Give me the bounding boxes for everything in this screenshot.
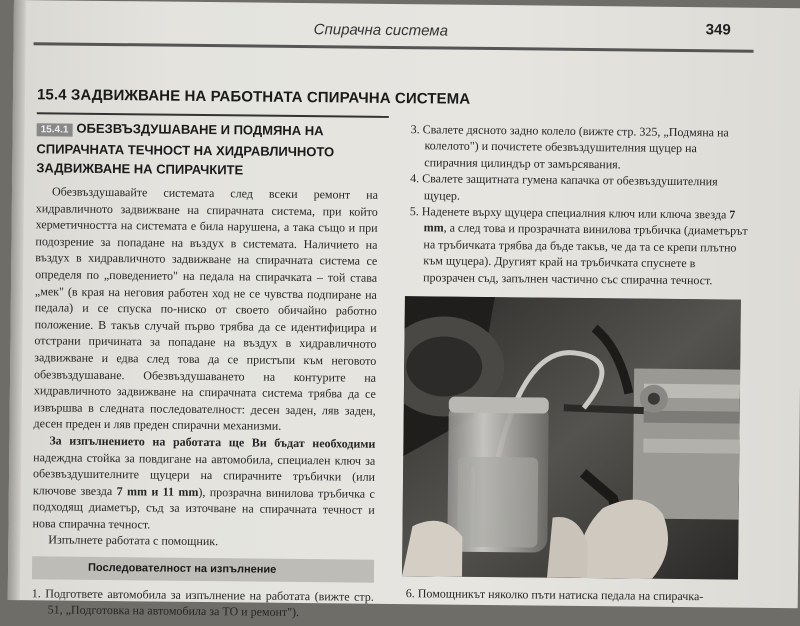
book-page	[8, 0, 800, 620]
photo-illustration	[402, 296, 741, 580]
page-number: 349	[705, 21, 731, 39]
step-5	[409, 203, 748, 289]
section-rule	[37, 112, 389, 118]
page-gutter-shadow	[8, 0, 26, 600]
step-list-left	[32, 585, 374, 622]
paragraph-intro: Обезвъздушавайте системата след всеки ремонт на хидравличното задвижване на спирачната система, при който херметичността на системата е била нарушена, а така също и при подозрение за попадане на въздух в системата. Наличието на въздух в хидравличното задвижване на спирачната система се определя по „поведението" на педала на спирачката – той става „мек" (в края на неговия работен ход не се чувства подпиране на педала) и се спуска по-ниско от своето обичайно работно положение. В такъв случай първо трябва да се идентифицира и отстрани причината за попадане на въздух в хидравличното задвижване и едва след това да се пристъпи към неговото обезвъздушаване. Обезвъздушаването на контурите на хидравличното задвижване на спирачната система трябва да се извършва в следната последователност: десен заден, ляв заден, десен преден и ляв преден спирачни механизми.	[33, 184, 379, 434]
tools-lead: За изпълнението на работата ще Ви бъдат необходими	[49, 433, 376, 451]
tools-text-a: надеждна стойка за повдигане на автомобила, специален ключ за обезвъздушителните щуцери на спирачните тръбички (или ключове звезда	[32, 449, 376, 498]
tools-text-b: ), прозрачна винилова тръбичка с подходящ диаметър, съд за източване на спирачната течност и нова спирачна течност.	[32, 484, 375, 532]
paragraph-tools	[32, 432, 375, 535]
step-5-size: 7 mm	[423, 207, 736, 235]
step-3: 3. Свалете дясното задно колело (вижте стр. 325, „Подмяна на колелото") и почистете обезвъздушителния щуцер на спирачния цилиндър от замърсявания.	[410, 122, 729, 172]
tools-sizes: 7 mm и 11 mm	[116, 483, 199, 499]
subsection-title: ОБЕЗВЪЗДУШАВАНЕ И ПОДМЯНА НА СПИРАЧНАТА ТЕЧНОСТ НА ХИДРАВЛИЧНОТО ЗАДВИЖВАНЕ НА СПИРАЧКИТЕ	[36, 120, 335, 178]
left-column	[32, 183, 379, 621]
step-1: 1. Подгответе автомобила за изпълнение на работата (вижте стр. 51, „Подготовка на автомобила за ТО и ремонт").	[31, 585, 374, 620]
step-6: 6. Помощникът няколко пъти натиска педала на спирачка-	[405, 586, 704, 604]
section-title: 15.4 ЗАДВИЖВАНЕ НА РАБОТНАТА СПИРАЧНА СИСТЕМА	[36, 86, 471, 108]
running-title: Спирачна система	[313, 21, 449, 40]
bleeding-procedure-photo	[402, 296, 741, 580]
procedure-heading: Последователност на изпълнение	[32, 556, 374, 582]
paragraph-helper: Изпълнете работата с помощник.	[48, 532, 219, 549]
header-rule	[34, 42, 754, 53]
subsection-badge: 15.4.1	[37, 123, 73, 136]
step-4: 4. Свалете защитната гумена капачка от обезвъздушителния щуцер.	[410, 171, 718, 203]
step-5-text-a: 5. Наденете върху щуцера специалния ключ или ключа звезда	[409, 204, 730, 222]
right-column	[409, 121, 749, 289]
subsection-heading	[36, 118, 377, 181]
step-5-text-b: , а след това и прозрачната винилова тръбичка (диаметърът на тръбичката трябва да бъде такъв, че да та се крепи плътно към щуцера). Другият край на тръбичката спуснете в прозрачен съд, запълнен частично със спирачна течност.	[423, 220, 748, 287]
